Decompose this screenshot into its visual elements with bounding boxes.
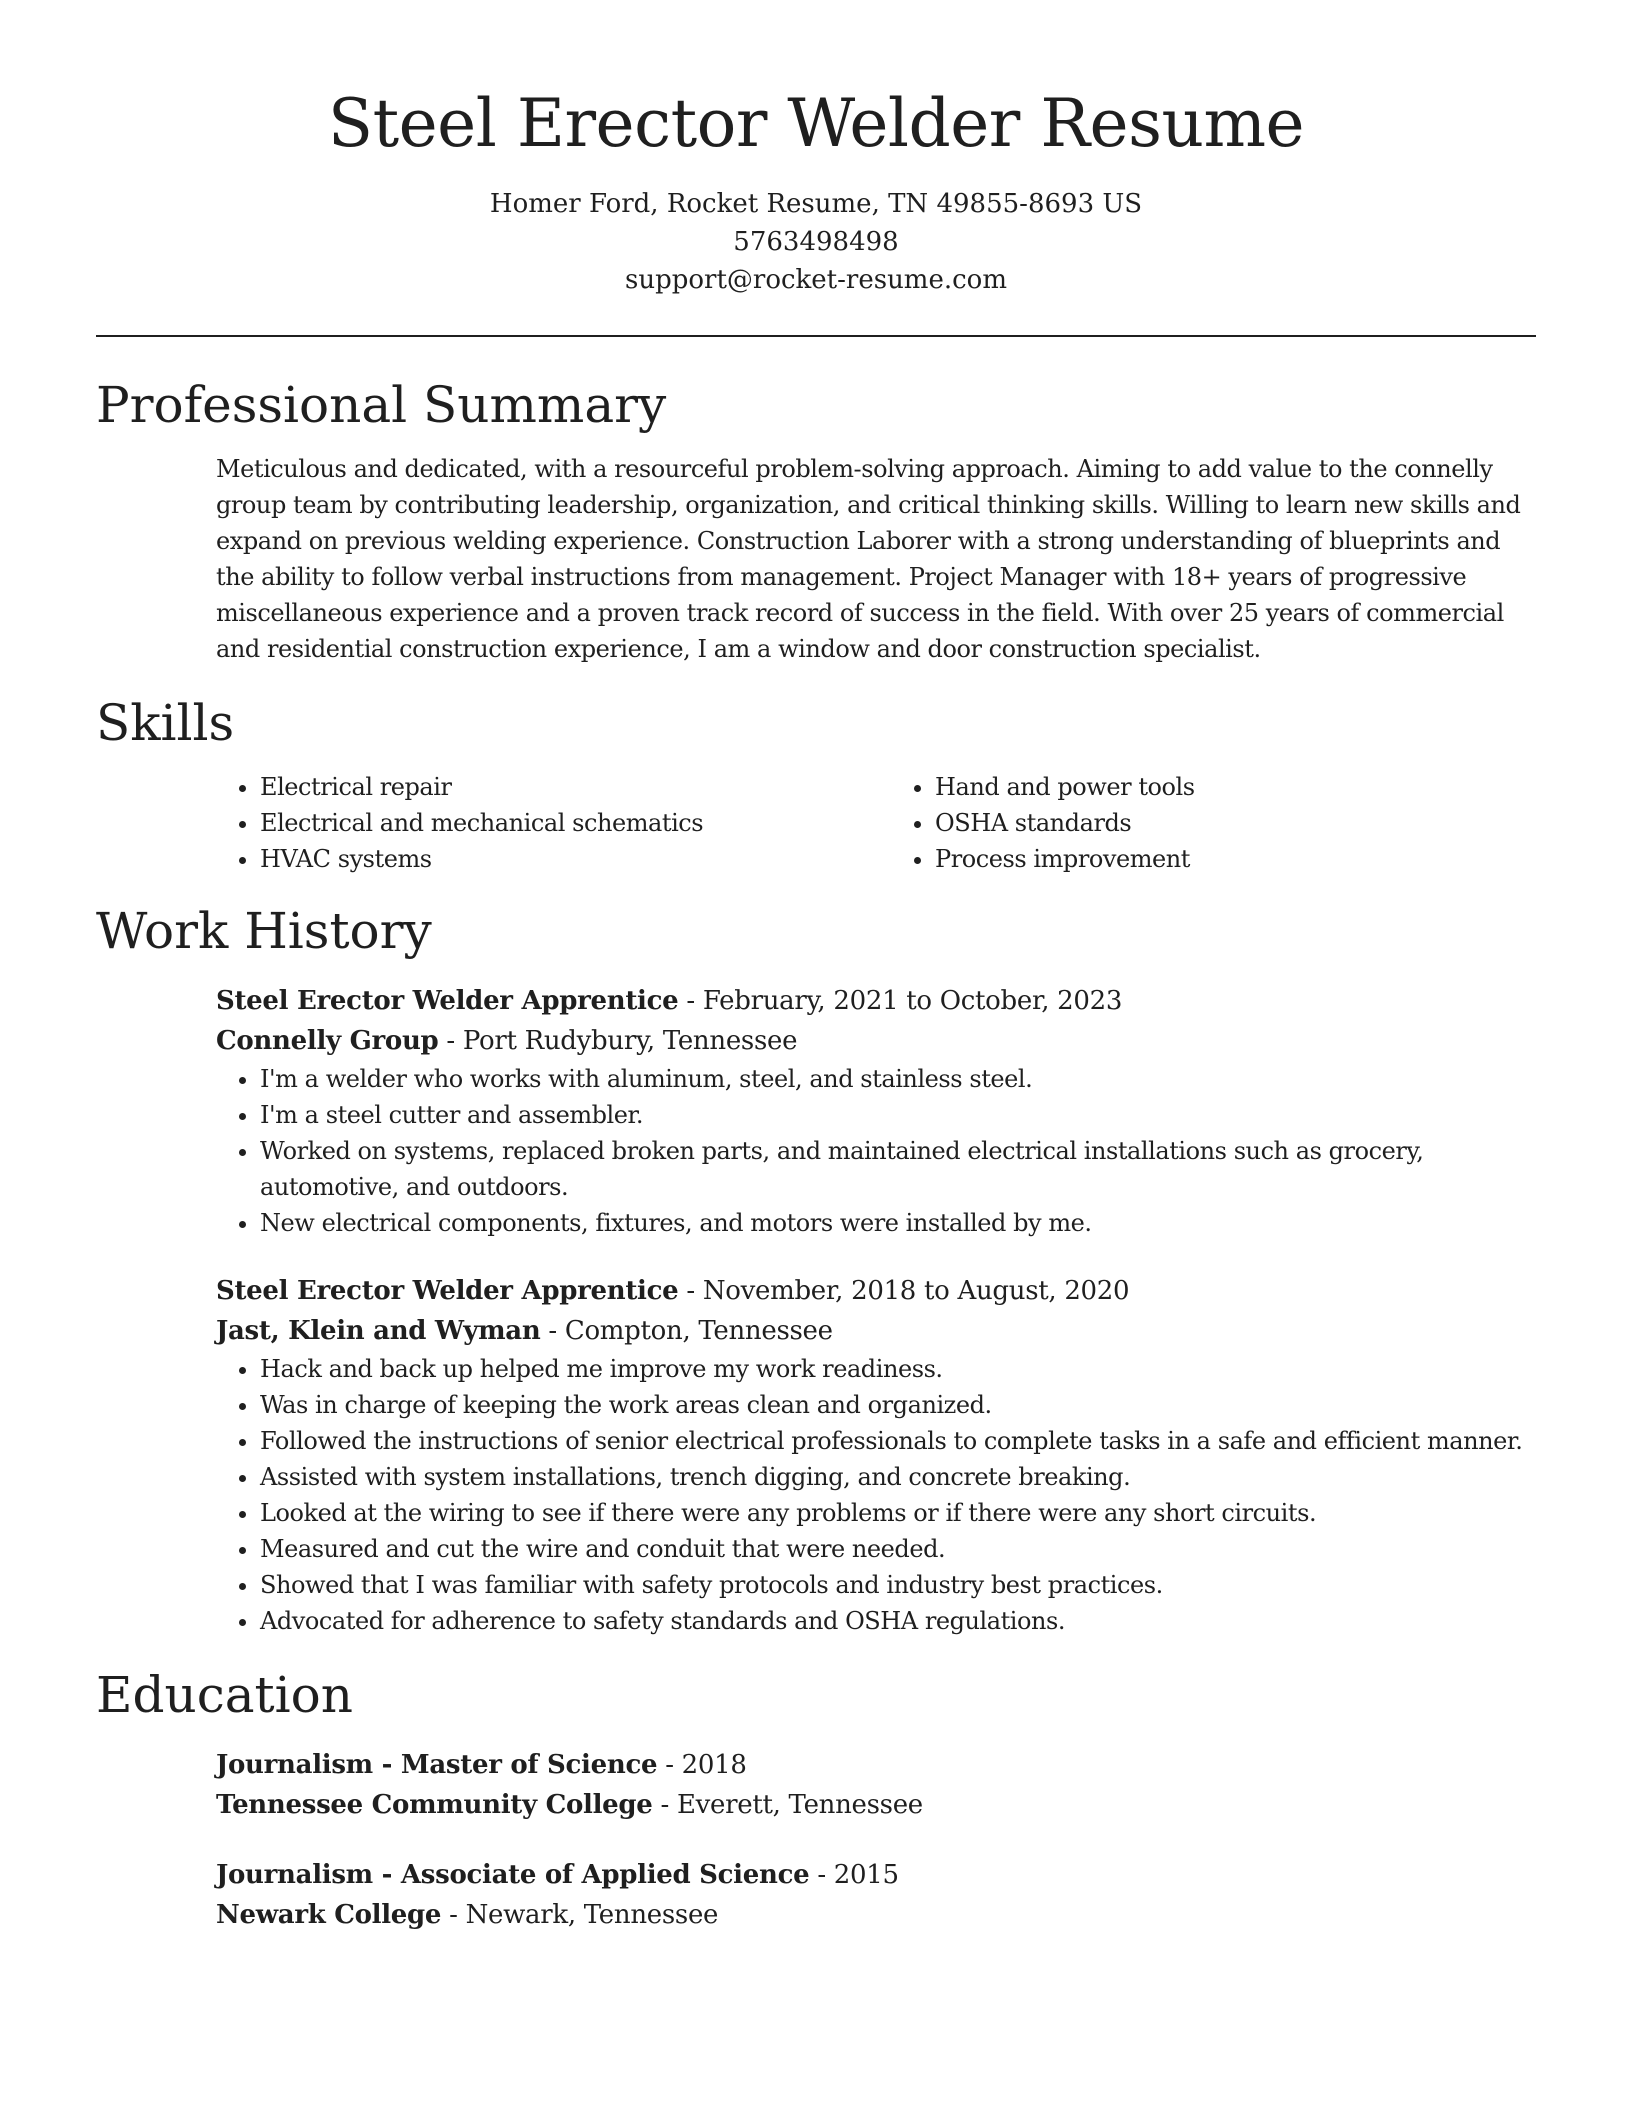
header-divider [96,335,1536,337]
job-dates: - February, 2021 to October, 2023 [678,986,1123,1017]
job-entry [216,1271,1536,1639]
job-bullet: • Looked at the wiring to see if there were any problems or if there were any short circuits. [260,1495,1536,1531]
education-heading: Education [96,1666,353,1725]
job-bullet: • I'm a steel cutter and assembler. [260,1097,1536,1133]
education-school-line [216,1785,1536,1825]
education-school: Tennessee Community College [216,1790,653,1821]
job-company-line [216,1021,1536,1061]
skills-grid [216,769,1536,877]
summary-heading: Professional Summary [96,376,667,435]
education-degree-line [216,1745,1536,1785]
job-company: Connelly Group [216,1026,439,1057]
skill-item: • Electrical and mechanical schematics [260,805,861,841]
education-entry [216,1855,1536,1935]
job-bullet: • Advocated for adherence to safety standards and OSHA regulations. [260,1603,1536,1639]
education-degree: Journalism - Associate of Applied Science [216,1860,810,1891]
resume-header [96,80,1536,299]
education-degree-line [216,1855,1536,1895]
education-location: - Everett, Tennessee [652,1790,923,1821]
skills-list-left [216,769,861,877]
skill-item: • Electrical repair [260,769,861,805]
education-entry [216,1745,1536,1825]
skill-item: • HVAC systems [260,841,861,877]
skills-heading: Skills [96,694,235,753]
job-bullet: • I'm a welder who works with aluminum, steel, and stainless steel. [260,1061,1536,1097]
job-bullet: • Measured and cut the wire and conduit that were needed. [260,1531,1536,1567]
contact-email: support@rocket-resume.com [624,265,1007,296]
resume-title: Steel Erector Welder Resume [327,85,1305,162]
education-location: - Newark, Tennessee [441,1900,719,1931]
work-list [216,981,1536,1639]
skill-item: • Hand and power tools [935,769,1536,805]
job-title-line [216,1271,1536,1311]
job-company: Jast, Klein and Wyman [216,1316,541,1347]
education-list [216,1745,1536,1935]
job-bullets [216,1351,1536,1639]
contact-address: Homer Ford, Rocket Resume, TN 49855-8693 US [489,189,1143,220]
education-year: - 2015 [809,1860,899,1891]
contact-phone: 5763498498 [733,227,899,258]
job-location: - Compton, Tennessee [540,1316,833,1347]
skills-list-right [891,769,1536,877]
job-bullet: • Worked on systems, replaced broken parts, and maintained electrical installations such as grocery, automotive, and outdoors. [260,1133,1536,1205]
job-title-line [216,981,1536,1021]
job-bullet: • Followed the instructions of senior electrical professionals to complete tasks in a safe and efficient manner. [260,1423,1536,1459]
job-bullets [216,1061,1536,1241]
job-location: - Port Rudybury, Tennessee [438,1026,798,1057]
contact-block [96,185,1536,299]
education-school: Newark College [216,1900,442,1931]
job-entry [216,981,1536,1241]
work-heading: Work History [96,902,432,961]
job-bullet: • Assisted with system installations, trench digging, and concrete breaking. [260,1459,1536,1495]
education-school-line [216,1895,1536,1935]
job-company-line [216,1311,1536,1351]
job-bullet: • Hack and back up helped me improve my work readiness. [260,1351,1536,1387]
job-bullet: • New electrical components, fixtures, and motors were installed by me. [260,1205,1536,1241]
skill-item: • Process improvement [935,841,1536,877]
job-bullet: • Was in charge of keeping the work areas clean and organized. [260,1387,1536,1423]
education-degree: Journalism - Master of Science [216,1750,658,1781]
job-bullet: • Showed that I was familiar with safety protocols and industry best practices. [260,1567,1536,1603]
job-title: Steel Erector Welder Apprentice [216,1276,679,1307]
job-title: Steel Erector Welder Apprentice [216,986,679,1017]
summary-text: Meticulous and dedicated, with a resourceful problem-solving approach. Aiming to add value to the connelly group team by contributing leadership, organization, and critical thinking skills. Willing to learn new skills and expand on previous welding experience. Construction Laborer with a strong understanding of blueprints and the ability to follow verbal instructions from management. Project Manager with 18+ years of progressive miscellaneous experience and a proven track record of success in the field. With over 25 years of commercial and residential construction experience, I am a window and door construction specialist. [216,455,1521,664]
education-year: - 2018 [657,1750,747,1781]
job-dates: - November, 2018 to August, 2020 [678,1276,1130,1307]
skill-item: • OSHA standards [935,805,1536,841]
